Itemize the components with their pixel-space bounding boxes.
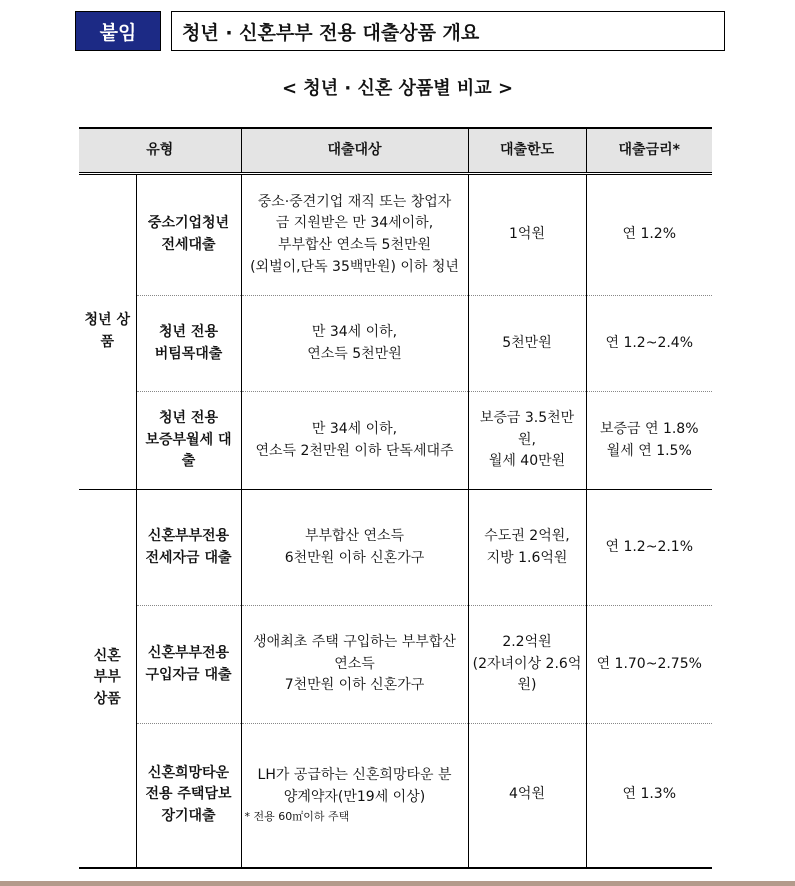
- product-name-line: 전세자금 대출: [145, 549, 232, 566]
- bottom-edge-strip: [0, 881, 795, 886]
- product-name: [136, 606, 241, 724]
- loan-target-line: 중소·중견기업 재직 또는 창업자: [257, 193, 452, 210]
- loan-rate: [586, 490, 712, 606]
- loan-limit-line: 월세 40만원: [488, 453, 566, 470]
- loan-target-line: LH가 공급하는 신혼희망타운 분: [257, 767, 452, 784]
- document-title-text: 청년 · 신혼부부 전용 대출상품 개요: [182, 21, 480, 44]
- loan-limit-line: (2자녀이상 2.6억: [472, 655, 582, 672]
- table-row: [79, 490, 712, 606]
- table-subtitle: < 청년 · 신혼 상품별 비교 >: [281, 78, 514, 99]
- loan-rate-line: 연 1.2%: [622, 226, 677, 243]
- loan-limit-line: 원): [517, 677, 537, 694]
- loan-limit: [468, 296, 586, 392]
- loan-limit-line: 보증금 3.5천만: [479, 409, 575, 426]
- loan-target-line: 연소득 5천만원: [307, 345, 402, 362]
- product-name-line: 중소기업청년: [147, 215, 230, 232]
- group-name: [79, 174, 136, 490]
- group-name-line: 상품: [93, 691, 121, 708]
- group-name-line: 청년 상: [84, 312, 130, 329]
- product-name-line: 출: [181, 453, 196, 470]
- loan-limit-line: 2.2억원: [502, 633, 552, 650]
- loan-target-line: 금 지원받은 만 34세이하,: [275, 215, 434, 232]
- group-name-line: 부부: [93, 669, 121, 686]
- loan-limit-line: 4억원: [509, 786, 545, 803]
- product-name: [136, 174, 241, 296]
- loan-limit-line: 1억원: [509, 226, 545, 243]
- group-name-line: 신혼: [93, 647, 121, 664]
- table-header-row: [79, 128, 712, 174]
- product-name-line: 전용 주택담보: [145, 786, 232, 803]
- loan-rate: [586, 392, 712, 490]
- product-name-line: 청년 전용: [159, 323, 218, 340]
- loan-rate: [586, 724, 712, 868]
- loan-target: [241, 724, 468, 868]
- loan-limit-line: 지방 1.6억원: [486, 549, 568, 566]
- loan-target-line: 부부합산 연소득: [304, 527, 405, 544]
- loan-limit: [468, 606, 586, 724]
- table-row: [79, 296, 712, 392]
- loan-target: [241, 296, 468, 392]
- product-name-line: 전세대출: [161, 237, 216, 253]
- loan-target: [241, 174, 468, 296]
- loan-target-line: 양계약자(만19세 이상): [283, 788, 426, 805]
- loan-target-line: 만 34세 이하,: [311, 420, 398, 437]
- loan-target-line: 연소득 2천만원 이하 단독세대주: [255, 442, 454, 459]
- loan-target-line: 생애최초 주택 구입하는 부부합산: [253, 633, 456, 650]
- loan-rate-line: 연 1.3%: [622, 786, 677, 803]
- col-header-target: 대출대상: [241, 128, 468, 174]
- product-name-line: 청년 전용: [159, 409, 218, 426]
- col-header-limit: 대출한도: [468, 128, 586, 174]
- loan-target: [241, 392, 468, 490]
- loan-limit: [468, 174, 586, 296]
- table-row: [79, 174, 712, 296]
- product-name-line: 버팀목대출: [154, 345, 223, 362]
- loan-rate: [586, 174, 712, 296]
- document-title: [171, 11, 725, 51]
- table-row: [79, 606, 712, 724]
- attachment-badge: 붙임: [75, 11, 161, 51]
- product-name: [136, 392, 241, 490]
- col-header-type: 유형: [79, 128, 241, 174]
- loan-target-line: 만 34세 이하,: [311, 323, 398, 340]
- loan-target-line: 6천만원 이하 신혼가구: [284, 549, 425, 566]
- loan-rate-line: 월세 연 1.5%: [606, 442, 692, 459]
- loan-rate-line: 보증금 연 1.8%: [599, 420, 699, 437]
- product-name-line: 구입자금 대출: [145, 666, 232, 683]
- col-header-rate: 대출금리*: [586, 128, 712, 174]
- product-name: [136, 724, 241, 868]
- product-name-line: 보증부월세 대: [145, 431, 232, 448]
- loan-rate-line: 연 1.70~2.75%: [596, 655, 702, 672]
- loan-rate-line: 연 1.2~2.1%: [605, 538, 694, 555]
- product-name-line: 신혼부부전용: [147, 527, 230, 544]
- table-row: [79, 724, 712, 868]
- loan-target-note: * 전용 60㎡이하 주택: [244, 810, 350, 824]
- loan-target: [241, 490, 468, 606]
- loan-limit: [468, 490, 586, 606]
- header: [75, 11, 725, 51]
- group-name: [79, 490, 136, 868]
- product-name-line: 신혼부부전용: [147, 644, 230, 661]
- loan-rate: [586, 296, 712, 392]
- group-name-line: 품: [100, 334, 115, 350]
- loan-target-line: 부부합산 연소득 5천만원: [277, 237, 432, 253]
- loan-target-line: 연소득: [334, 655, 375, 672]
- loan-limit: [468, 724, 586, 868]
- loan-target: [241, 606, 468, 724]
- table-body: [79, 174, 712, 868]
- product-name: [136, 490, 241, 606]
- loan-rate-line: 연 1.2~2.4%: [605, 334, 694, 351]
- product-name-line: 장기대출: [161, 808, 216, 825]
- product-name-line: 신혼희망타운: [147, 764, 230, 781]
- loan-limit-line: 원,: [518, 431, 536, 448]
- product-name: [136, 296, 241, 392]
- comparison-table: [79, 127, 712, 869]
- loan-limit-line: 수도권 2억원,: [484, 527, 570, 544]
- loan-limit: [468, 392, 586, 490]
- loan-target-line: 7천만원 이하 신혼가구: [284, 677, 425, 694]
- loan-target-line: (외벌이,단독 35백만원) 이하 청년: [250, 258, 459, 275]
- loan-rate: [586, 606, 712, 724]
- loan-limit-line: 5천만원: [502, 334, 552, 351]
- table-row: [79, 392, 712, 490]
